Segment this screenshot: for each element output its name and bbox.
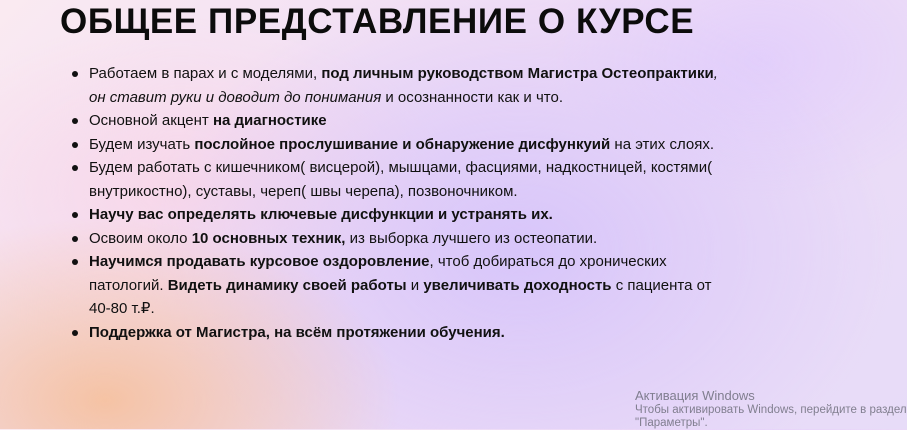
watermark-title: Активация Windows bbox=[635, 388, 755, 403]
list-item bbox=[89, 250, 729, 321]
bold-text: послойное прослушивание и обнаружение дисфункуий bbox=[194, 135, 611, 153]
text: из выборка лучшего из остеопатии. bbox=[345, 229, 598, 247]
bullet-icon bbox=[72, 71, 78, 77]
text: Работаем в парах и с моделями, bbox=[89, 65, 322, 82]
bullet-icon bbox=[72, 212, 78, 218]
bullet-icon bbox=[72, 165, 78, 171]
course-overview-list bbox=[89, 62, 729, 344]
watermark-line: Чтобы активировать Windows, перейдите в раздел bbox=[635, 404, 907, 416]
bold-text: на диагностике bbox=[212, 112, 327, 129]
bullet-icon bbox=[72, 118, 78, 124]
bullet-icon bbox=[72, 142, 78, 148]
watermark-line: "Параметры". bbox=[635, 417, 708, 429]
bold-text: Видеть динамику своей работы bbox=[167, 276, 407, 294]
italic-text: , bbox=[713, 65, 718, 82]
list-item bbox=[89, 156, 729, 203]
list-item bbox=[89, 321, 729, 345]
bold-text: Научу вас определять ключевые дисфункции и устранять их. bbox=[89, 206, 553, 223]
text: и bbox=[406, 276, 424, 294]
windows-activation-watermark bbox=[635, 388, 907, 430]
bullet-icon bbox=[72, 236, 78, 242]
bullet-icon bbox=[72, 259, 78, 265]
list-item bbox=[89, 109, 729, 133]
text: , чтоб добираться до хронических патологий. bbox=[89, 253, 667, 294]
bold-text: Поддержка от Магистра, на всём протяжении обучения. bbox=[89, 323, 505, 341]
list-item bbox=[89, 133, 729, 157]
bold-text: под личным руководством Магистра Остеопрактики bbox=[321, 65, 714, 82]
text: Будем изучать bbox=[89, 135, 195, 153]
text: Освоим около bbox=[89, 229, 192, 247]
bold-text: Научимся продавать курсовое оздоровление bbox=[89, 253, 430, 270]
list-item bbox=[89, 227, 729, 251]
text: Основной акцент bbox=[89, 112, 213, 129]
text: и осознанности как и что. bbox=[381, 88, 563, 106]
list-item bbox=[89, 62, 729, 109]
bullet-icon bbox=[72, 330, 78, 336]
slide-title: ОБЩЕЕ ПРЕДСТАВЛЕНИЕ О КУРСЕ bbox=[60, 2, 695, 41]
text: Будем работать с кишечником( висцерой), мышцами, фасциями, надкостницей, костями( внутрикостно), суставы, череп( швы черепа), позвоночником. bbox=[89, 159, 713, 200]
italic-text: он ставит руки и доводит до понимания bbox=[89, 88, 382, 106]
text: на этих слоях. bbox=[610, 135, 715, 153]
bold-text: 10 основных техник, bbox=[191, 229, 346, 247]
list-item bbox=[89, 203, 729, 227]
bold-text: увеличивать доходность bbox=[423, 276, 612, 294]
text: с пациента от 40-80 т.₽. bbox=[89, 276, 712, 317]
